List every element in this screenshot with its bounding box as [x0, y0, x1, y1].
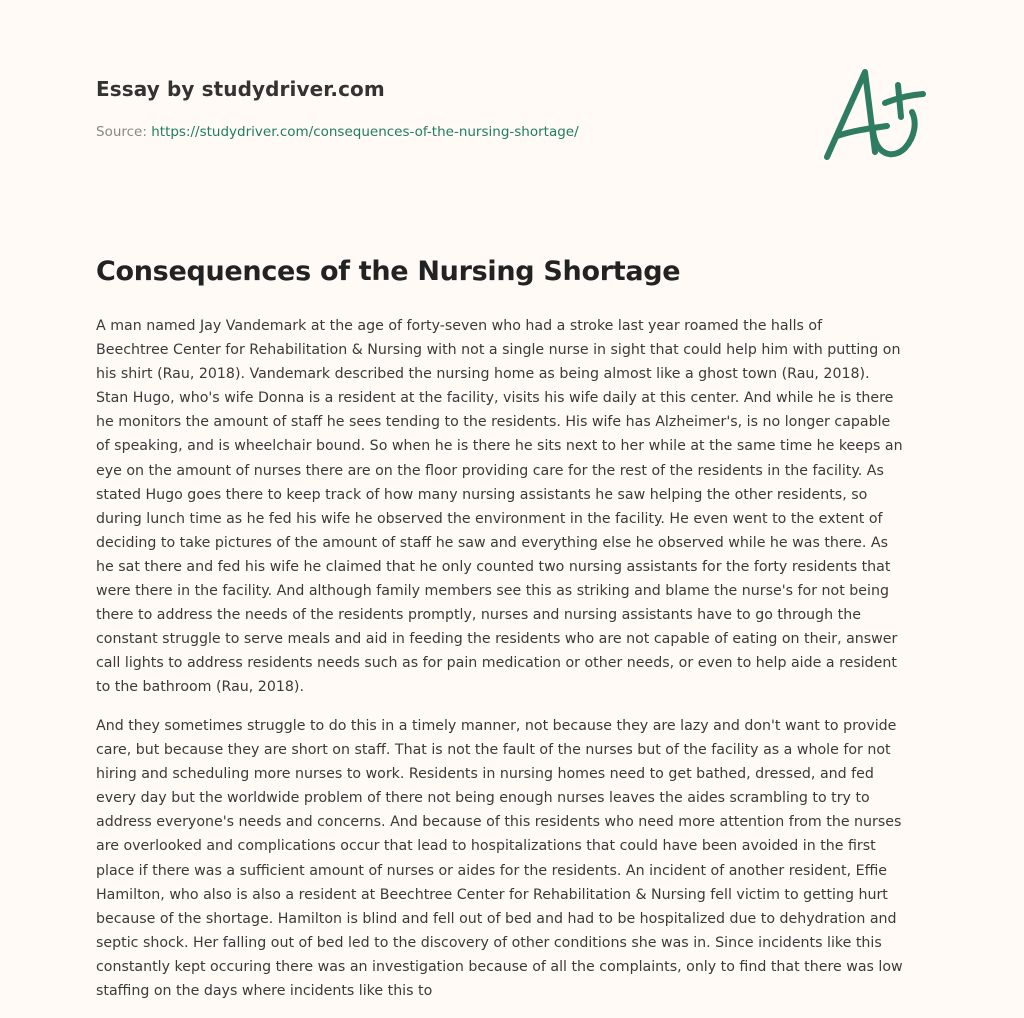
paragraph-line: Hamilton, who also is also a resident at Beechtree Center for Rehabilitation & Nursing fell victim to getting hurt — [96, 886, 888, 903]
paragraph-line: he sat there and fed his wife he claimed that he only counted two nursing assistants for the forty residents that — [96, 558, 891, 575]
source-line — [96, 124, 579, 140]
paragraph-line: address everyone's needs and concerns. And because of this residents who need more attention from the nurses — [96, 814, 902, 831]
site-brand: Essay by studydriver.com — [96, 77, 385, 101]
paragraph-line: And they sometimes struggle to do this in a timely manner, not because they are lazy and don't want to provide — [96, 718, 897, 734]
paragraph-line: hiring and scheduling more nurses to work. Residents in nursing homes need to get bathed, dressed, and fed — [96, 766, 874, 783]
paragraph-line: constant struggle to serve meals and aid in feeding the residents who are not capable of eating on their, answer — [96, 631, 898, 648]
essay-paragraph-1 — [96, 314, 903, 700]
paragraph-line: he monitors the amount of staff he sees tending to the residents. His wife has Alzheimer's, is no longer capable — [96, 414, 891, 431]
paragraph-line: Stan Hugo, who's wife Donna is a resident at the facility, visits his wife daily at this center. And while he is there — [96, 390, 894, 407]
paragraph-line: place if there was a sufficient amount of nurses or aides for the residents. An incident of another resident, Effie — [96, 862, 888, 879]
paragraph-line: because of the shortage. Hamilton is blind and fell out of bed and had to be hospitalized due to dehydration and — [96, 910, 897, 927]
source-label: Source: — [96, 124, 147, 140]
essay-title: Consequences of the Nursing Shortage — [96, 256, 681, 287]
paragraph-line: Beechtree Center for Rehabilitation & Nursing with not a single nurse in sight that could help him with putting on — [96, 342, 901, 359]
paragraph-line: there to address the needs of the residents promptly, nurses and nursing assistants have to go through the — [96, 607, 861, 624]
paragraph-line: eye on the amount of nurses there are on the floor providing care for the rest of the residents in the facility. As — [96, 462, 884, 479]
paragraph-line: septic shock. Her falling out of bed led to the discovery of other conditions she was in. Since incidents like this — [96, 934, 882, 951]
paragraph-line: call lights to address residents needs such as for pain medication or other needs, or even to help aide a resident — [96, 655, 897, 672]
paragraph-line: were there in the facility. And although family members see this as striking and blame the nurse's for not being — [96, 583, 889, 600]
paragraph-line: his shirt (Rau, 2018). Vandemark described the nursing home as being almost like a ghost town (Rau, 2018). — [96, 366, 870, 383]
paragraph-line: of speaking, and is wheelchair bound. So when he is there he sits next to her while at the same time he keeps an — [96, 438, 903, 455]
paragraph-line: staffing on the days where incidents like this to — [96, 983, 433, 1000]
paragraph-line: every day but the worldwide problem of there not being enough nurses leaves the aides scrambling to try to — [96, 790, 870, 807]
paragraph-line: during lunch time as he fed his wife he observed the environment in the facility. He even went to the extent of — [96, 510, 883, 527]
paragraph-line: A man named Jay Vandemark at the age of forty-seven who had a stroke last year roamed the halls of — [96, 318, 823, 334]
source-link[interactable]: https://studydriver.com/consequences-of-the-nursing-shortage/ — [151, 124, 579, 140]
paragraph-line: stated Hugo goes there to keep track of how many nursing assistants he saw helping the other residents, so — [96, 486, 868, 503]
a-plus-logo-icon — [815, 40, 945, 170]
paragraph-line: constantly kept occuring there was an investigation because of all the complaints, only to find that there was low — [96, 958, 903, 975]
paragraph-line: are overlooked and complications occur that lead to hospitalizations that could have been avoided in the first — [96, 838, 876, 855]
paragraph-line: care, but because they are short on staff. That is not the fault of the nurses but of the facility as a whole for not — [96, 742, 891, 759]
paragraph-line: deciding to take pictures of the amount of staff he saw and everything else he observed while he was there. As — [96, 534, 889, 551]
essay-paragraph-2 — [96, 714, 903, 1003]
paragraph-line: to the bathroom (Rau, 2018). — [96, 679, 304, 696]
